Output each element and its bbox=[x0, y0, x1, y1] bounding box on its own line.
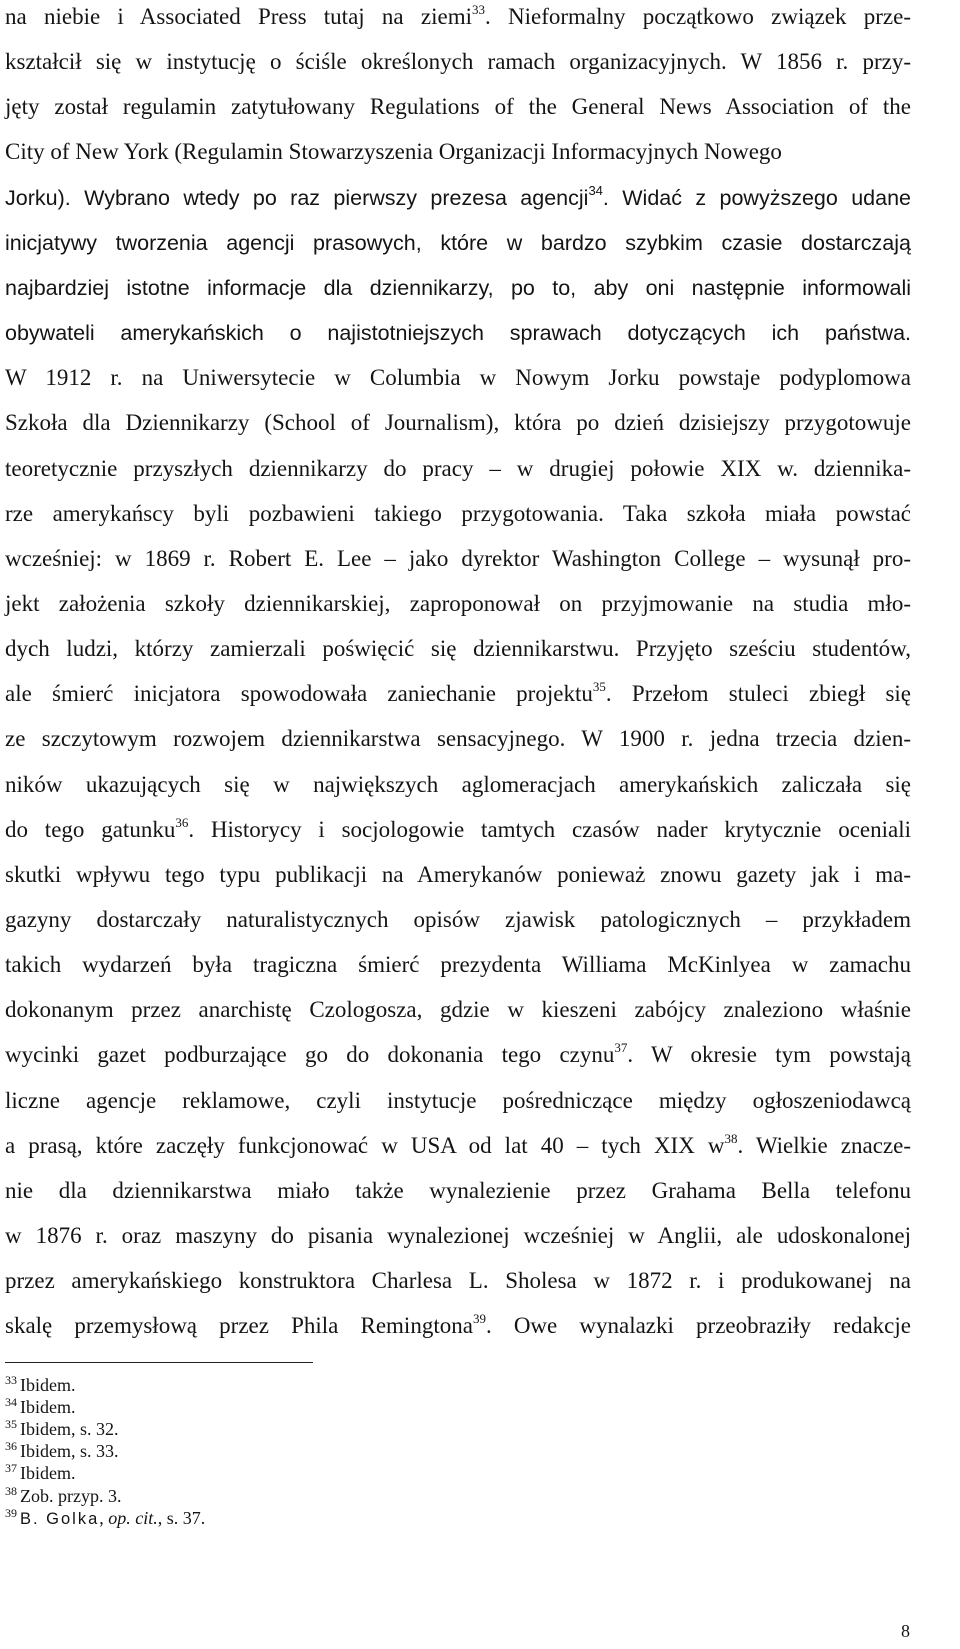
body-text: takich wydarzeń była tragiczna śmierć prezydenta Williama McKinlyea w zamachu bbox=[5, 952, 911, 978]
footnote-text: Zob. przyp. 3. bbox=[20, 1485, 122, 1506]
body-text: Szkoła dla Dziennikarzy (School of Journalism), która po dzień dzisiejszy przygotowuje bbox=[5, 410, 911, 436]
body-text: Jorku). Wybrano wtedy po raz pierwszy prezesa agencji bbox=[5, 185, 589, 210]
body-line bbox=[5, 228, 911, 258]
body-line bbox=[5, 2, 911, 32]
footnote-reference[interactable]: 33 bbox=[472, 2, 485, 17]
body-text: ników ukazujących się w największych aglomeracjach amerykańskich zaliczała się bbox=[5, 771, 911, 797]
footnote-reference[interactable]: 34 bbox=[588, 182, 603, 198]
footnote bbox=[5, 1418, 119, 1440]
body-text: ze szczytowym rozwojem dziennikarstwa sensacyjnego. W 1900 r. jedna trzecia dzien- bbox=[5, 726, 911, 752]
body-text: a prasą, które zaczęły funkcjonować w USA od lat 40 – tych XIX w bbox=[5, 1132, 725, 1158]
body-text: inicjatywy tworzenia agencji prasowych, które w bardzo szybkim czasie dostarczają bbox=[5, 230, 911, 255]
body-text: kształcił się w instytucję o ściśle określonych ramach organizacyjnych. W 1856 r. przy- bbox=[5, 49, 911, 75]
footnote-separator bbox=[5, 1362, 313, 1363]
body-line bbox=[5, 1086, 911, 1116]
body-line bbox=[5, 92, 911, 122]
body-text: City of New York (Regulamin Stowarzyszenia Organizacji Informacyjnych Nowego bbox=[5, 139, 782, 165]
footnote-reference[interactable]: 39 bbox=[472, 1311, 486, 1327]
footnote-separator-comma: , bbox=[99, 1507, 109, 1528]
body-text: . Historycy i socjologowie tamtych czasów nader krytycznie oceniali bbox=[188, 816, 911, 842]
body-text: rze amerykańscy byli pozbawieni takiego przygotowania. Taka szkoła miała powstać bbox=[5, 500, 911, 526]
body-line bbox=[5, 1131, 911, 1161]
body-text: . Widać z powyższego udane bbox=[602, 185, 911, 210]
footnote-number: 34 bbox=[5, 1395, 17, 1410]
body-line bbox=[5, 1176, 911, 1206]
footnote-reference[interactable]: 35 bbox=[592, 679, 606, 695]
footnote-text: Ibidem. bbox=[20, 1397, 76, 1418]
body-text: teoretycznie przyszłych dziennikarzy do pracy – w drugiej połowie XIX w. dziennika- bbox=[5, 455, 911, 481]
footnote bbox=[5, 1462, 76, 1484]
footnote-number: 38 bbox=[5, 1483, 17, 1498]
body-text: przez amerykańskiego konstruktora Charlesa L. Sholesa w 1872 r. i produkowanej na bbox=[5, 1268, 911, 1294]
footnote-reference[interactable]: 38 bbox=[724, 1130, 738, 1146]
footnote-number: 35 bbox=[5, 1417, 17, 1432]
body-text: nie dla dziennikarstwa miało także wynalezienie przez Grahama Bella telefonu bbox=[5, 1177, 911, 1203]
footnote-reference[interactable]: 37 bbox=[614, 1040, 628, 1056]
body-line bbox=[5, 1266, 911, 1296]
footnote-text: Ibidem, s. 33. bbox=[20, 1441, 119, 1462]
body-line bbox=[5, 318, 911, 348]
body-line bbox=[5, 724, 911, 754]
body-line bbox=[5, 183, 911, 213]
footnote-author: B. Golka bbox=[20, 1509, 100, 1528]
footnote bbox=[5, 1440, 119, 1462]
body-text: skutki wpływu tego typu publikacji na Amerykanów ponieważ znowu gazety jak i ma- bbox=[5, 861, 911, 887]
body-text: w 1876 r. oraz maszyny do pisania wynalezionej wcześniej w Anglii, ale udoskonalonej bbox=[5, 1223, 911, 1249]
body-text: skalę przemysłową przez Phila Remingtona bbox=[5, 1313, 473, 1339]
footnote-number: 39 bbox=[5, 1505, 17, 1520]
body-line bbox=[5, 47, 911, 77]
body-line bbox=[5, 815, 911, 845]
footnote bbox=[5, 1396, 76, 1418]
footnote-reference[interactable]: 36 bbox=[175, 814, 189, 830]
body-line bbox=[5, 950, 911, 980]
body-line bbox=[5, 860, 911, 890]
body-text: do tego gatunku bbox=[5, 816, 176, 842]
body-line bbox=[5, 995, 911, 1025]
body-text: jekt założenia szkoły dziennikarskiej, zaproponował on przyjmowanie na studia mło- bbox=[5, 590, 911, 616]
footnote-text: Ibidem, s. 32. bbox=[20, 1419, 119, 1440]
body-text: . Owe wynalazki przeobraziły redakcje bbox=[485, 1313, 911, 1339]
body-line bbox=[5, 589, 911, 619]
body-text: najbardziej istotne informacje dla dziennikarzy, po to, aby oni następnie informowali bbox=[5, 275, 911, 300]
body-line bbox=[5, 1040, 911, 1070]
body-text: dych ludzi, którzy zamierzali poświęcić się dziennikarstwu. Przyjęto sześciu studentów, bbox=[5, 636, 911, 662]
body-line bbox=[5, 363, 911, 393]
body-line bbox=[5, 454, 911, 484]
page-number: 8 bbox=[901, 1621, 910, 1641]
body-text: . Przełom stuleci zbiegł się bbox=[605, 681, 911, 707]
body-text: W 1912 r. na Uniwersytecie w Columbia w Nowym Jorku powstaje podyplomowa bbox=[5, 365, 911, 391]
footnote-number: 36 bbox=[5, 1439, 17, 1454]
footnote-text: , s. 37. bbox=[157, 1507, 206, 1528]
body-text: wcześniej: w 1869 r. Robert E. Lee – jako dyrektor Washington College – wysunął pro- bbox=[5, 545, 911, 571]
body-text: na niebie i Associated Press tutaj na ziemi bbox=[5, 4, 472, 29]
body-line bbox=[5, 273, 911, 303]
body-text: jęty został regulamin zatytułowany Regulations of the General News Association of the bbox=[5, 94, 911, 120]
footnote-text: Ibidem. bbox=[20, 1463, 76, 1484]
body-line bbox=[5, 634, 911, 664]
body-text: . Nieformalny początkowo związek prze- bbox=[485, 4, 911, 29]
body-text: liczne agencje reklamowe, czyli instytucje pośredniczące między ogłoszeniodawcą bbox=[5, 1087, 911, 1113]
body-line bbox=[5, 905, 911, 935]
body-text: . Wielkie znacze- bbox=[737, 1132, 911, 1158]
body-text: . W okresie tym powstają bbox=[627, 1042, 911, 1068]
footnote bbox=[5, 1485, 121, 1507]
body-line bbox=[5, 137, 911, 167]
footnote-work: op. cit. bbox=[108, 1507, 158, 1528]
body-line bbox=[5, 544, 911, 574]
footnote-text: Ibidem. bbox=[20, 1375, 76, 1395]
body-text: ale śmierć inicjatora spowodowała zaniechanie projektu bbox=[5, 681, 593, 707]
footnote-number: 37 bbox=[5, 1461, 17, 1476]
body-line bbox=[5, 408, 911, 438]
body-text: dokonanym przez anarchistę Czologosza, gdzie w kieszeni zabójcy znaleziono właśnie bbox=[5, 997, 911, 1023]
body-line bbox=[5, 1221, 911, 1251]
footnote bbox=[5, 1374, 76, 1396]
body-line bbox=[5, 770, 911, 800]
body-text: gazyny dostarczały naturalistycznych opisów zjawisk patologicznych – przykładem bbox=[5, 907, 911, 932]
footnote bbox=[5, 1507, 205, 1529]
footnote-number: 33 bbox=[5, 1373, 17, 1387]
body-text: obywateli amerykańskich o najistotniejszych sprawach dotyczących ich państwa. bbox=[5, 321, 911, 346]
body-line bbox=[5, 499, 911, 529]
body-line bbox=[5, 1311, 911, 1341]
body-text: wycinki gazet podburzające go do dokonania tego czynu bbox=[5, 1042, 615, 1068]
body-line bbox=[5, 679, 911, 709]
